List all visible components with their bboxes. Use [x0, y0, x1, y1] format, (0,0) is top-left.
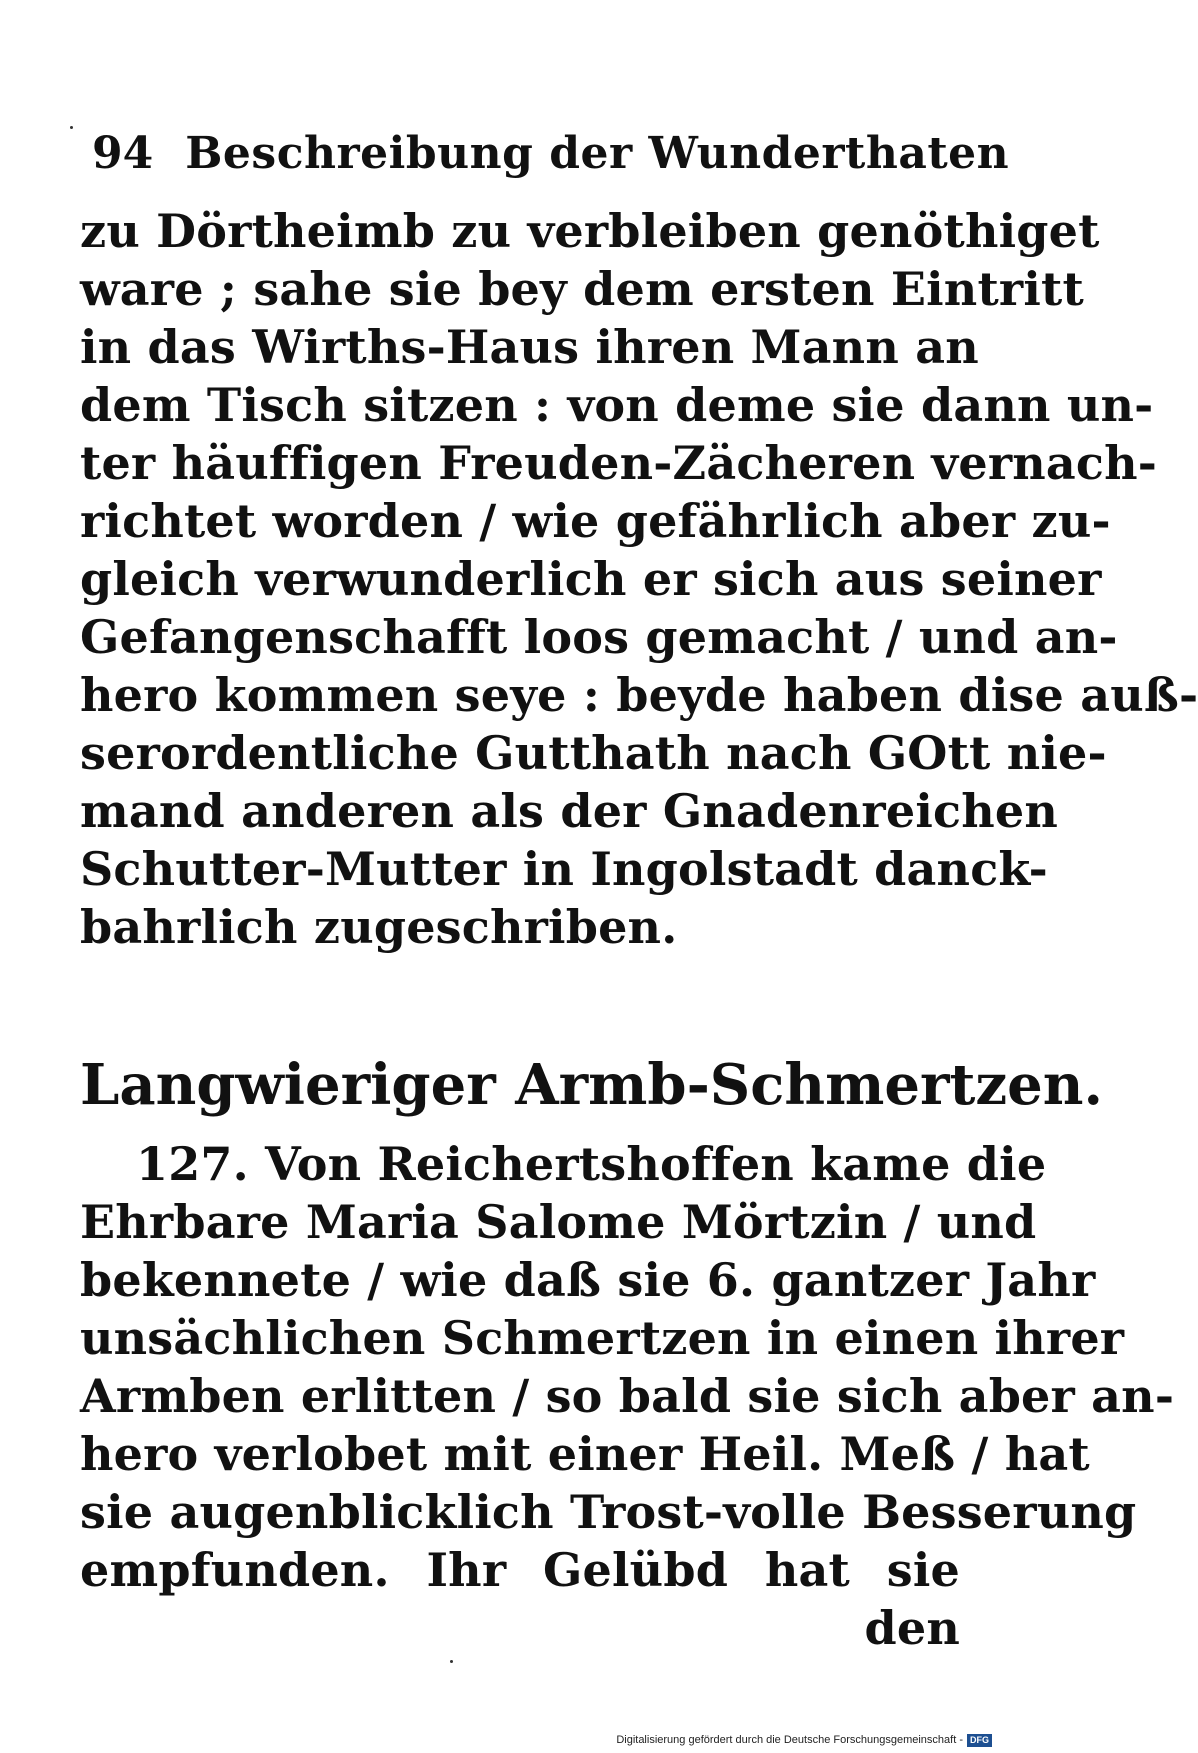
text-line: Gefangenschafft loos gemacht / und an-	[80, 610, 1118, 664]
paragraph-127	[80, 1135, 1175, 1657]
text-line: sie augenblicklich Trost-volle Besserung	[80, 1485, 1137, 1539]
text-line: dem Tisch sitzen : von deme sie dann un-	[80, 378, 1154, 432]
text-line: bahrlich zugeschriben.	[80, 900, 678, 954]
text-line: serordentliche Gutthath nach GOtt nie-	[80, 726, 1107, 780]
text-line: hero kommen seye : beyde haben dise auß-	[80, 668, 1198, 722]
text-line: Ehrbare Maria Salome Mörtzin / und	[80, 1195, 1037, 1249]
page-number: 94	[92, 128, 154, 179]
running-title: Beschreibung der Wunderthaten	[185, 128, 1010, 179]
text-line: gleich verwunderlich er sich aus seiner	[80, 552, 1102, 606]
text-line: hero verlobet mit einer Heil. Meß / hat	[80, 1427, 1090, 1481]
digitization-credit	[616, 1731, 992, 1749]
paragraph-continuation	[80, 202, 1198, 956]
text-line: ter häuffigen Freuden-Zächeren vernach-	[80, 436, 1158, 490]
text-line: Armben erlitten / so bald sie sich aber an-	[80, 1369, 1175, 1423]
text-line: zu Dörtheimb zu verbleiben genöthiget	[80, 204, 1100, 258]
text-line: Schutter-Mutter in Ingolstadt danck-	[80, 842, 1048, 896]
text-line: unsächlichen Schmertzen in einen ihrer	[80, 1311, 1125, 1365]
section-heading: Langwieriger Armb-Schmertzen.	[80, 1052, 1103, 1118]
text-line: mand anderen als der Gnadenreichen	[80, 784, 1058, 838]
text-line: ware ; sahe sie bey dem ersten Eintritt	[80, 262, 1084, 316]
text-line: in das Wirths-Haus ihren Mann an	[80, 320, 979, 374]
text-line: bekennete / wie daß sie 6. gantzer Jahr	[80, 1253, 1096, 1307]
dfg-logo-icon: DFG	[967, 1734, 992, 1747]
running-header	[92, 128, 1010, 188]
text-line: richtet worden / wie gefährlich aber zu-	[80, 494, 1111, 548]
text-line: 127. Von Reichertshoffen kame die	[136, 1137, 1047, 1191]
text-line: empfunden. Ihr Gelübd hat sie	[80, 1543, 960, 1597]
ink-speck	[450, 1660, 453, 1663]
catchword: den	[864, 1601, 960, 1655]
ink-speck	[70, 126, 73, 129]
credit-text: Digitalisierung gefördert durch die Deutsche Forschungsgemeinschaft -	[616, 1734, 963, 1746]
